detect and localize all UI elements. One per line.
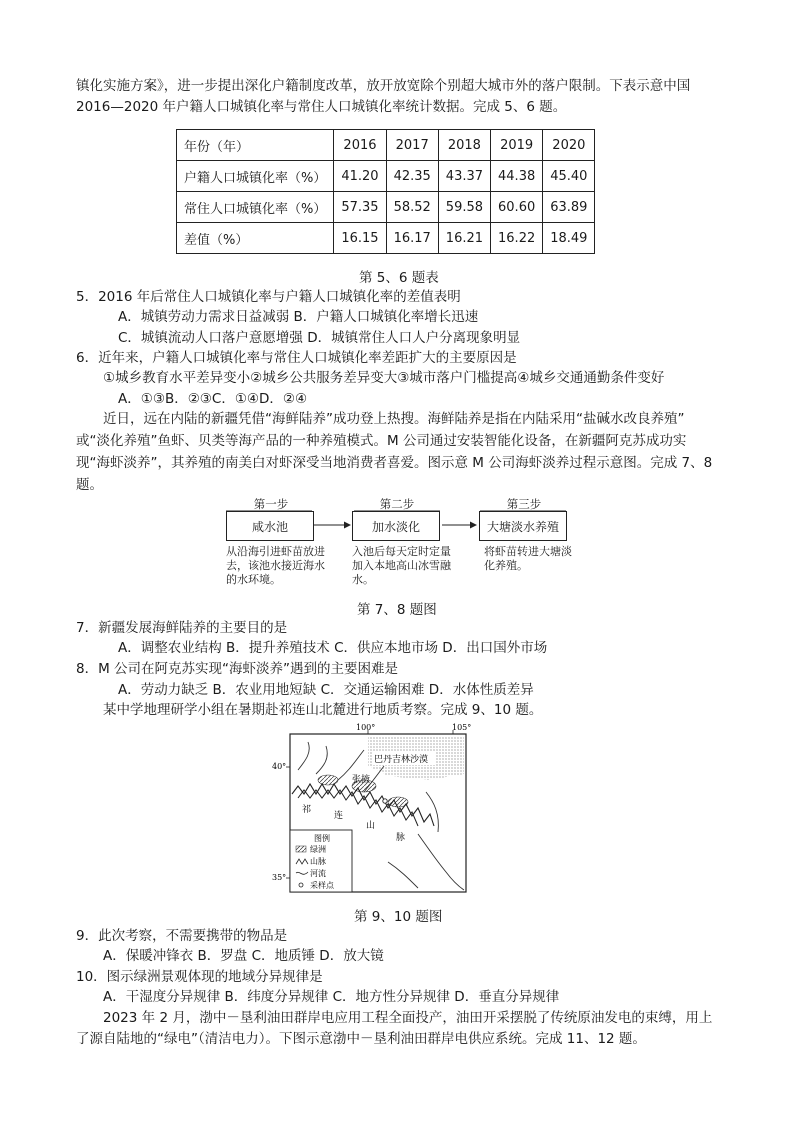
table-row	[177, 192, 595, 223]
passage2-line-4: 题。	[76, 477, 103, 493]
passage4-line-1: 2023 年 2 月，渤中－垦利油田群岸电应用工程全面投产，油田开采摆脱了传统原油发电的束缚，用上	[103, 1010, 713, 1026]
q10-options: A．干湿度分异规律 B．纬度分异规律 C．地方性分异规律 D．垂直分异规律	[103, 989, 560, 1005]
table-cell: 2020	[543, 130, 595, 161]
map-lon-100: 100°	[356, 723, 376, 732]
flow-step3-desc: 将虾苗转进大塘淡化养殖。	[484, 545, 572, 572]
q5-options-cd: C．城镇流动人口落户意愿增强 D．城镇常住人口人户分离现象明显	[118, 330, 521, 346]
mountain-char-2: 连	[334, 811, 344, 821]
table-row	[177, 223, 595, 254]
mountain-char-3: 山	[366, 821, 376, 831]
table-row	[177, 161, 595, 192]
qilian-map	[268, 722, 493, 902]
q7-stem: 7．新疆发展海鲜陆养的主要目的是	[76, 620, 288, 636]
table-cell: 42.35	[386, 161, 438, 192]
q7-options: A．调整农业结构 B．提升养殖技术 C．供应本地市场 D．出口国外市场	[118, 640, 548, 656]
table-cell: 45.40	[543, 161, 595, 192]
table-cell: 59.58	[438, 192, 490, 223]
flow-step2-desc: 入池后每天定时定量加入本地高山冰雪融水。	[352, 545, 451, 586]
legend-oasis: 绿洲	[310, 845, 326, 854]
table-cell: 2018	[438, 130, 490, 161]
table-cell: 户籍人口城镇化率（%）	[177, 161, 334, 192]
map-lat-35: 35°	[272, 873, 287, 882]
flow-box-saltwater-pond: 咸水池	[226, 511, 314, 541]
intro-line-1: 镇化实施方案》，进一步提出深化户籍制度改革，放开放宽除个别超大城市外的落户限制。下表示意中国	[76, 78, 691, 94]
passage2-line-2: 或“淡化养殖”鱼虾、贝类等海产品的一种养殖模式。M 公司通过安装智能化设备，在新疆阿克苏成功实	[76, 433, 687, 449]
table-cell: 60.60	[491, 192, 543, 223]
flow-step3-title: 第三步	[506, 497, 542, 511]
q6-stem: 6．近年来，户籍人口城镇化率与常住人口城镇化率差距扩大的主要原因是	[76, 350, 517, 366]
q6-options: A．①③B．②③C．①④D．②④	[118, 391, 308, 407]
table-cell: 16.15	[334, 223, 386, 254]
passage2-line-3: 现“海虾淡养”，其养殖的南美白对虾深受当地消费者喜爱。图示意 M 公司海虾淡养过程示意图。完成 7、8	[76, 455, 713, 471]
table-cell: 差值（%）	[177, 223, 334, 254]
q6-items: ①城乡教育水平差异变小②城乡公共服务差异变大③城市落户门槛提高④城乡交通通勤条件变好	[103, 370, 665, 386]
table-cell: 年份（年）	[177, 130, 334, 161]
table-header-row	[177, 130, 595, 161]
table-cell: 63.89	[543, 192, 595, 223]
table-cell: 43.37	[438, 161, 490, 192]
table-caption: 第 5、6 题表	[359, 270, 439, 286]
table-cell: 16.21	[438, 223, 490, 254]
flow-step1-title: 第一步	[253, 497, 289, 511]
legend-river: 河流	[310, 869, 326, 878]
q9-options: A．保暖冲锋衣 B．罗盘 C．地质锤 D．放大镜	[103, 948, 384, 964]
passage2-line-1: 近日，远在内陆的新疆凭借“海鲜陆养”成功登上热搜。海鲜陆养是指在内陆采用“盐碱水改良养殖”	[103, 411, 685, 427]
table-cell: 2019	[491, 130, 543, 161]
table-cell: 57.35	[334, 192, 386, 223]
table-cell: 18.49	[543, 223, 595, 254]
map-lat-40: 40°	[272, 762, 287, 771]
table-cell: 16.22	[491, 223, 543, 254]
q10-stem: 10．图示绿洲景观体现的地域分异规律是	[76, 969, 323, 985]
flow-step2-title: 第二步	[379, 497, 415, 511]
mountain-char-1: 祁	[302, 805, 312, 815]
urbanization-table	[176, 129, 595, 254]
table-cell: 41.20	[334, 161, 386, 192]
legend-sample: 采样点	[310, 881, 334, 890]
flow-box-add-freshwater: 加水淡化	[352, 511, 440, 541]
table-cell: 58.52	[386, 192, 438, 223]
passage3-line-1: 某中学地理研学小组在暑期赴祁连山北麓进行地质考察。完成 9、10 题。	[103, 702, 543, 718]
q5-stem: 5．2016 年后常住人口城镇化率与户籍人口城镇化率的差值表明	[76, 289, 461, 305]
q5-options-ab: A．城镇劳动力需求日益减弱 B．户籍人口城镇化率增长迅速	[118, 309, 479, 325]
mountain-char-4: 脉	[396, 833, 406, 843]
legend-sample-icon	[299, 883, 303, 887]
flow-caption: 第 7、8 题图	[357, 602, 437, 618]
flow-step1-desc: 从沿海引进虾苗放进去，该池水接近海水的水环境。	[226, 545, 325, 586]
map-lon-105: 105°	[452, 723, 472, 732]
oasis	[318, 775, 338, 785]
legend-title: 图例	[314, 834, 330, 843]
intro-line-2: 2016—2020 年户籍人口城镇化率与常住人口城镇化率统计数据。完成 5、6 题。	[76, 99, 567, 115]
legend-mountain: 山脉	[310, 857, 326, 866]
q8-stem: 8．M 公司在阿克苏实现“海虾淡养”遇到的主要困难是	[76, 661, 399, 677]
table-cell: 2017	[386, 130, 438, 161]
map-caption: 第 9、10 题图	[354, 909, 443, 925]
q8-options: A．劳动力缺乏 B．农业用地短缺 C．交通运输困难 D．水体性质差异	[118, 682, 534, 698]
desert-label: 巴丹吉林沙漠	[374, 755, 429, 765]
place-zhangye: 张掖	[352, 775, 371, 785]
legend-oasis-icon	[296, 846, 306, 852]
passage4-line-2: 了源自陆地的“绿电”（清洁电力）。下图示意渤中－垦利油田群岸电供应系统。完成 11、12 题。	[76, 1031, 646, 1047]
flow-box-pond-freshwater: 大塘淡水养殖	[479, 511, 567, 541]
sampling-point	[383, 799, 387, 803]
table-cell: 2016	[334, 130, 386, 161]
table-cell: 常住人口城镇化率（%）	[177, 192, 334, 223]
table-cell: 44.38	[491, 161, 543, 192]
table-cell: 16.17	[386, 223, 438, 254]
q9-stem: 9．此次考察，不需要携带的物品是	[76, 928, 288, 944]
